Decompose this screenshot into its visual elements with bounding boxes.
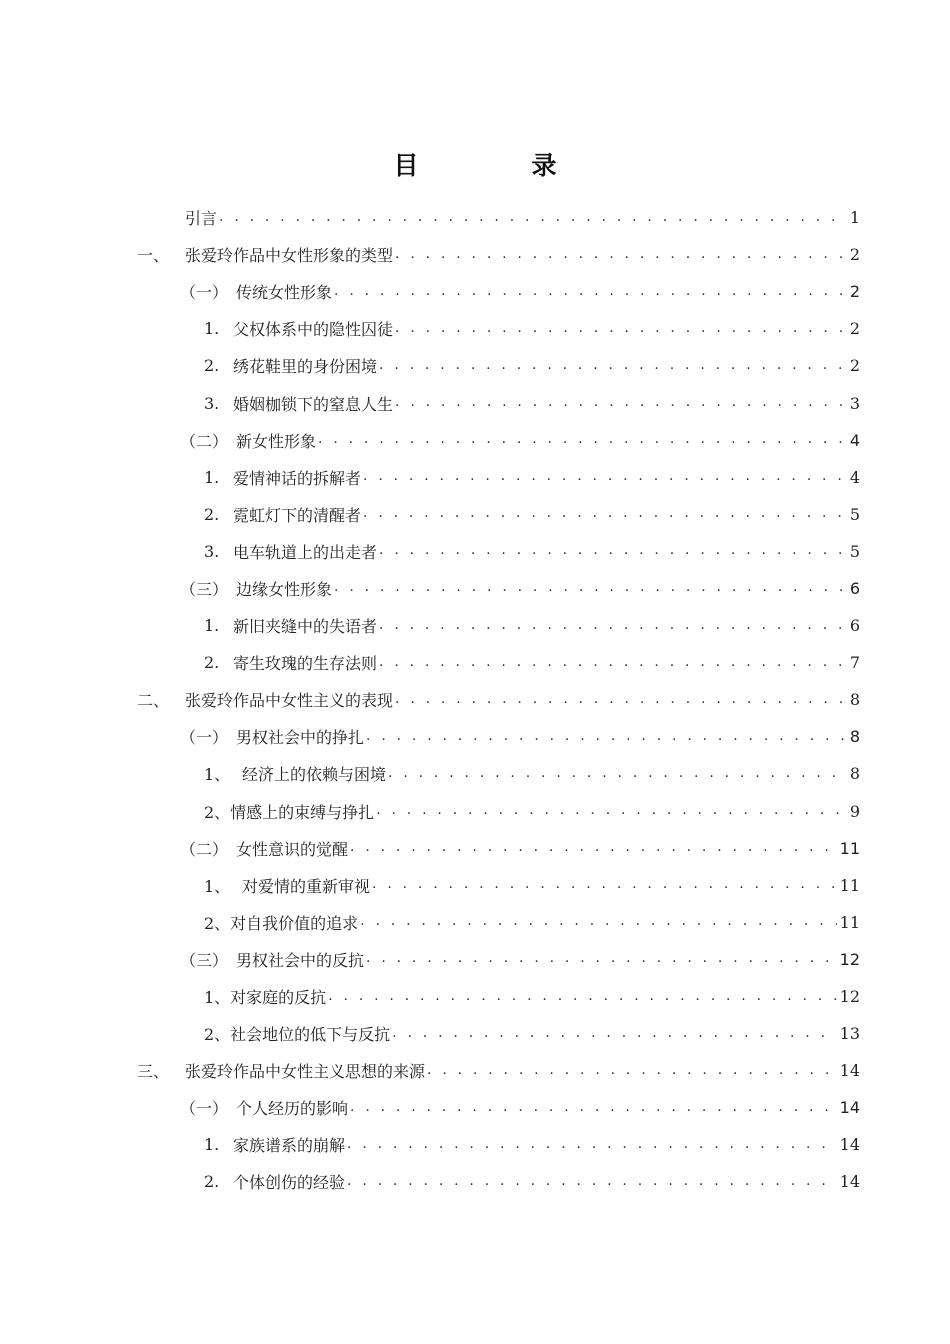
- toc-entry-title: 张爱玲作品中女性主义思想的来源: [185, 1062, 426, 1082]
- toc-page-number: 14: [839, 1135, 860, 1155]
- toc-dot-leader: [379, 617, 847, 633]
- toc-page-number: 2: [849, 319, 860, 339]
- toc-page-number: 7: [849, 653, 860, 673]
- toc-entry-title: 新旧夹缝中的失语者: [233, 617, 378, 637]
- toc-entry-title: 寄生玫瑰的生存法则: [233, 654, 378, 674]
- toc-page-number: 5: [849, 541, 860, 561]
- toc-entry[interactable]: [0, 1163, 950, 1200]
- toc-entry[interactable]: [0, 236, 950, 273]
- toc-entry-title: 绣花鞋里的身份困境: [233, 357, 378, 377]
- toc-page-number: 8: [849, 690, 860, 710]
- toc-entry[interactable]: [0, 384, 950, 421]
- toc-dot-leader: [372, 876, 837, 892]
- toc-entry-number: 2.: [204, 356, 220, 376]
- toc-dot-leader: [379, 654, 847, 670]
- toc-entry-title: 张爱玲作品中女性主义的表现: [185, 691, 394, 711]
- toc-page-number: 11: [839, 838, 860, 858]
- toc-entry-number: 1.: [204, 1135, 220, 1155]
- toc-entry-title: 男权社会中的反抗: [236, 950, 365, 970]
- toc-entry[interactable]: [0, 978, 950, 1015]
- toc-entry[interactable]: [0, 570, 950, 607]
- toc-entry-number: （二）: [180, 839, 229, 859]
- toc-dot-leader: [334, 579, 847, 595]
- toc-page-number: 2: [849, 282, 860, 302]
- toc-dot-leader: [318, 431, 847, 447]
- toc-entry-title: 家族谱系的崩解: [233, 1136, 346, 1156]
- toc-entry[interactable]: [0, 496, 950, 533]
- toc-dot-leader: [388, 765, 847, 781]
- toc-page-number: 8: [849, 764, 860, 784]
- toc-entry-title: 爱情神话的拆解者: [233, 468, 362, 488]
- toc-entry-title: 个人经历的影响: [236, 1099, 349, 1119]
- toc-entry[interactable]: [0, 830, 950, 867]
- toc-page-number: 14: [839, 1172, 860, 1192]
- toc-entry-title: 对爱情的重新审视: [242, 876, 371, 896]
- toc-entry[interactable]: [0, 718, 950, 755]
- toc-page-number: 5: [849, 504, 860, 524]
- toc-dot-leader: [350, 839, 837, 855]
- toc-dot-leader: [379, 357, 847, 373]
- toc-page-number: 9: [849, 801, 860, 821]
- toc-entry-number: 3.: [204, 541, 220, 561]
- toc-entry-title: 2、情感上的束缚与挣扎: [204, 802, 375, 822]
- toc-entry-title: 女性意识的觉醒: [236, 839, 349, 859]
- toc-dot-leader: [334, 283, 847, 299]
- toc-dot-leader: [395, 394, 847, 410]
- toc-entry[interactable]: [0, 941, 950, 978]
- toc-page-number: 11: [839, 912, 860, 932]
- toc-entry[interactable]: [0, 347, 950, 384]
- toc-dot-leader: [360, 913, 836, 929]
- toc-dot-leader: [350, 1099, 837, 1115]
- toc-dot-leader: [219, 209, 847, 225]
- toc-entry[interactable]: [0, 793, 950, 830]
- toc-page-number: 12: [839, 949, 860, 969]
- toc-entry-number: 2.: [204, 1172, 220, 1192]
- toc-entry-number: （三）: [180, 950, 229, 970]
- toc-entry[interactable]: [0, 607, 950, 644]
- toc-dot-leader: [366, 728, 847, 744]
- toc-dot-leader: [363, 505, 847, 521]
- toc-entry-title: 1、对家庭的反抗: [204, 988, 327, 1008]
- toc-entry[interactable]: [0, 904, 950, 941]
- toc-entry-number: 2.: [204, 653, 220, 673]
- toc-entry[interactable]: [0, 1015, 950, 1052]
- toc-entry-number: （一）: [180, 283, 229, 303]
- toc-page-number: 4: [849, 467, 860, 487]
- toc-entry-number: （二）: [180, 431, 229, 451]
- toc-entry-number: 1.: [204, 319, 220, 339]
- toc-dot-leader: [366, 950, 837, 966]
- toc-entry[interactable]: [0, 533, 950, 570]
- toc-dot-leader: [395, 691, 847, 707]
- toc-entry[interactable]: [0, 422, 950, 459]
- toc-page-number: 1: [849, 208, 860, 228]
- table-of-contents: [0, 199, 950, 1201]
- toc-entry-title: 个体创伤的经验: [233, 1173, 346, 1193]
- toc-entry-title: 父权体系中的隐性囚徒: [233, 320, 394, 340]
- toc-entry[interactable]: [0, 755, 950, 792]
- toc-dot-leader: [392, 1025, 836, 1041]
- toc-entry-title: 经济上的依赖与困境: [242, 765, 387, 785]
- toc-entry-title: 新女性形象: [236, 431, 317, 451]
- toc-entry[interactable]: [0, 1126, 950, 1163]
- toc-entry[interactable]: [0, 199, 950, 236]
- toc-dot-leader: [395, 320, 847, 336]
- toc-entry[interactable]: [0, 1089, 950, 1126]
- toc-entry-title: 边缘女性形象: [236, 579, 333, 599]
- toc-page-number: 6: [849, 578, 860, 598]
- toc-dot-leader: [427, 1062, 837, 1078]
- toc-entry-number: （三）: [180, 579, 229, 599]
- toc-dot-leader: [328, 988, 836, 1004]
- toc-entry[interactable]: [0, 644, 950, 681]
- toc-entry-title: 婚姻枷锁下的窒息人生: [233, 394, 394, 414]
- toc-page-number: 2: [849, 356, 860, 376]
- toc-entry-number: （一）: [180, 1099, 229, 1119]
- toc-entry-number: 三、: [137, 1062, 170, 1082]
- toc-dot-leader: [376, 802, 847, 818]
- toc-page-number: 3: [849, 393, 860, 413]
- toc-dot-leader: [379, 542, 847, 558]
- toc-entry-title: 2、对自我价值的追求: [204, 913, 359, 933]
- toc-entry[interactable]: [0, 310, 950, 347]
- toc-entry-number: 1.: [204, 616, 220, 636]
- page-title: 目 录: [393, 151, 601, 180]
- toc-entry-title: 男权社会中的挣扎: [236, 728, 365, 748]
- toc-entry-title: 引言: [185, 209, 218, 229]
- toc-dot-leader: [347, 1173, 837, 1189]
- toc-entry[interactable]: [0, 459, 950, 496]
- toc-page-number: 6: [849, 616, 860, 636]
- toc-page-number: 11: [839, 875, 860, 895]
- toc-entry-number: 一、: [137, 246, 170, 266]
- toc-page-number: 8: [849, 727, 860, 747]
- toc-entry-number: 1.: [204, 467, 220, 487]
- toc-dot-leader: [363, 468, 847, 484]
- toc-entry[interactable]: [0, 681, 950, 718]
- toc-entry-title: 电车轨道上的出走者: [233, 542, 378, 562]
- toc-page-number: 14: [839, 1061, 860, 1081]
- toc-entry[interactable]: [0, 273, 950, 310]
- toc-dot-leader: [347, 1136, 837, 1152]
- toc-entry-number: 3.: [204, 393, 220, 413]
- toc-entry-number: 2.: [204, 504, 220, 524]
- toc-entry-title: 2、社会地位的低下与反抗: [204, 1025, 391, 1045]
- toc-entry-number: 二、: [137, 691, 170, 711]
- toc-page-number: 14: [839, 1098, 860, 1118]
- toc-dot-leader: [395, 246, 847, 262]
- toc-entry[interactable]: [0, 867, 950, 904]
- toc-entry[interactable]: [0, 1052, 950, 1089]
- toc-page-number: 13: [839, 1024, 860, 1044]
- toc-entry-title: 传统女性形象: [236, 283, 333, 303]
- toc-page-number: 2: [849, 245, 860, 265]
- toc-entry-number: 1、: [204, 876, 231, 896]
- toc-entry-number: （一）: [180, 728, 229, 748]
- toc-entry-title: 张爱玲作品中女性形象的类型: [185, 246, 394, 266]
- toc-page-number: 12: [839, 987, 860, 1007]
- toc-page-number: 4: [849, 430, 860, 450]
- toc-entry-number: 1、: [204, 765, 231, 785]
- toc-entry-title: 霓虹灯下的清醒者: [233, 505, 362, 525]
